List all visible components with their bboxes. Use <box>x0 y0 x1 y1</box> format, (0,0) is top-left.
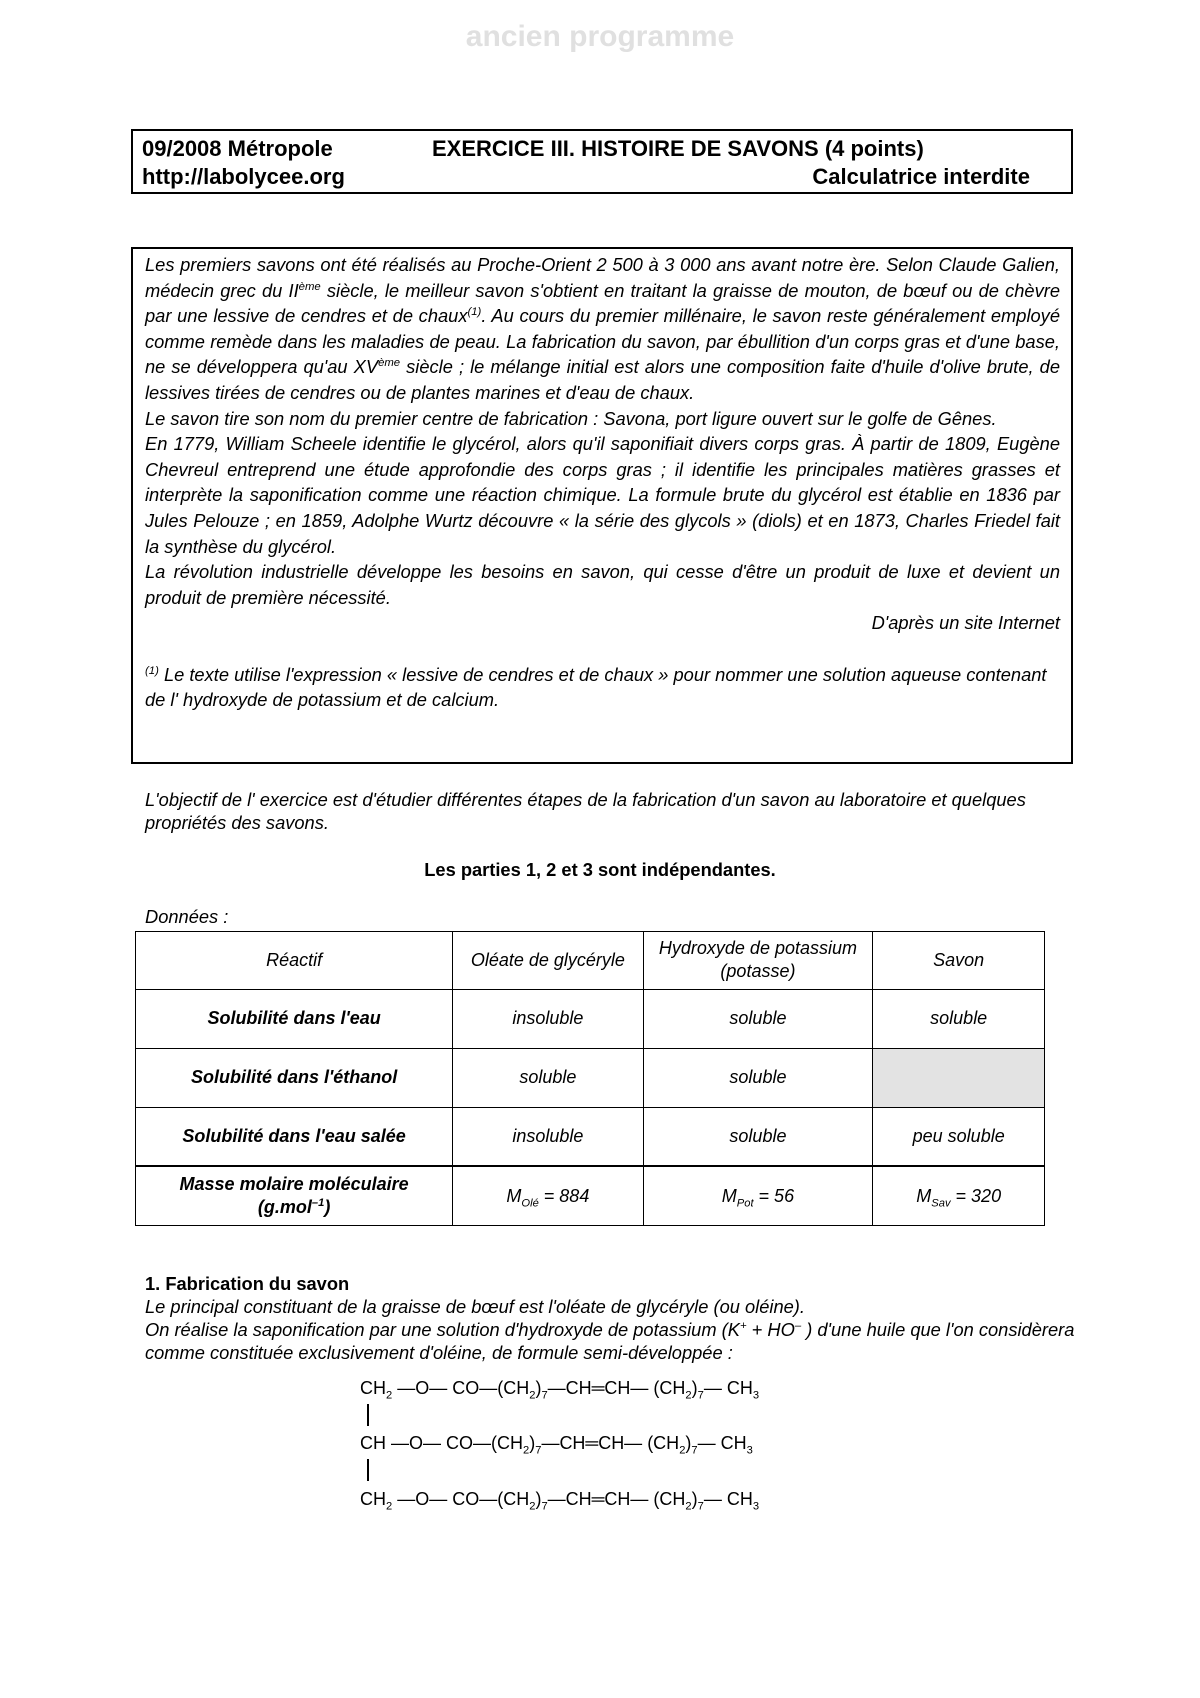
formula-bond-1 <box>367 1404 369 1426</box>
formula-row-2: CH —O— $CO—(CH_2)_7—CH═CH—$ $(CH_2)_7—$ $CH_3$ <box>360 1433 753 1457</box>
table-cell: insoluble <box>453 989 643 1048</box>
data-label: Données : <box>145 906 229 927</box>
table-row <box>136 1048 1045 1107</box>
watermark: ancien programme <box>465 20 735 53</box>
exercise-title: EXERCICE III. HISTOIRE DE SAVONS (4 points) <box>432 136 924 161</box>
intro-paragraph-3: En 1779, William Scheele identifie le glycérol, alors qu'il saponifiait divers corps gras. À partir de 1809, Eugène Chevreul entreprend une étude approfondie des corps gras ; il identifie les principales matières grasses et interprète la saponification comme une réaction chimique. La formule brute du glycérol est établie en 1836 par Jules Pelouze ; en 1859, Adolphe Wurtz découvre « la série des glycols » (diols) et en 1873, Charles Friedel fait la synthèse du glycérol. <box>145 433 1060 557</box>
parts-note: Les parties 1, 2 et 3 sont indépendantes. <box>424 859 776 880</box>
intro-footnote: $^{(1)}$ Le texte utilise l'expression « lessive de cendres et de chaux » pour nommer une solution aqueuse contenant de l' hydroxyde de potassium et de calcium. <box>145 663 1047 711</box>
site-link[interactable]: http://labolycee.org <box>142 164 345 189</box>
row-label: Solubilité dans l'eau <box>136 989 453 1048</box>
molar-mass-soap: $M_{Sav} = 320$ <box>873 1166 1045 1225</box>
exercise-objective: L'objectif de l' exercice est d'étudier différentes étapes de la fabrication d'un savon au laboratoire et quelques propriétés des savons. <box>145 789 1026 833</box>
table-row <box>136 989 1045 1048</box>
table-header: Savon <box>873 932 1045 990</box>
table-cell: soluble <box>643 1048 873 1107</box>
table-header: Oléate de glycéryle <box>453 932 643 990</box>
row-label: Masse molaire moléculaire (g.mol$^{-1}$) <box>136 1166 453 1225</box>
data-table <box>135 931 1045 1226</box>
section-1 <box>145 1272 1075 1364</box>
intro-text-box <box>131 247 1073 764</box>
molar-mass-potash: $M_{Pot} = 56$ <box>643 1166 873 1225</box>
formula-row-3: $CH_2$ —O— $CO—(CH_2)_7—CH═CH—$ $(CH_2)_7—$ $CH_3$ <box>360 1489 760 1513</box>
calculator-note: Calculatrice interdite <box>812 164 1030 189</box>
exercise-header <box>131 129 1073 194</box>
table-header: Réactif <box>136 932 453 990</box>
molar-mass-oleine: $M_{Olé} = 884$ <box>453 1166 643 1225</box>
table-row <box>136 1107 1045 1166</box>
intro-source: D'après un site Internet <box>871 612 1060 634</box>
table-cell: peu soluble <box>873 1107 1045 1166</box>
section-1-line-1: Le principal constituant de la graisse de bœuf est l'oléate de glycéryle (ou oléine). <box>145 1296 805 1317</box>
table-row-molar-mass <box>136 1166 1045 1225</box>
table-cell: insoluble <box>453 1107 643 1166</box>
section-1-title: 1. Fabrication du savon <box>145 1273 350 1294</box>
table-header: Hydroxyde de potassium (potasse) <box>643 932 873 990</box>
session-label: 09/2008 Métropole <box>142 136 333 161</box>
table-cell: soluble <box>453 1048 643 1107</box>
section-1-line-2: On réalise la saponification par une solution d'hydroxyde de potassium (K+ + HO– ) d'une huile que l'on considèrera comme constituée exclusivement d'oléine, de formule semi-développée : <box>145 1319 1075 1363</box>
table-cell: soluble <box>643 989 873 1048</box>
table-header-row <box>136 932 1045 990</box>
table-cell: soluble <box>873 989 1045 1048</box>
table-cell-empty <box>873 1048 1045 1107</box>
table-cell: soluble <box>643 1107 873 1166</box>
intro-paragraph-2: Le savon tire son nom du premier centre de fabrication : Savona, port ligure ouvert sur le golfe de Gênes. <box>145 407 997 429</box>
row-label: Solubilité dans l'eau salée <box>136 1107 453 1166</box>
intro-paragraph-4: La révolution industrielle développe les besoins en savon, qui cesse d'être un produit de luxe et devient un produit de première nécessité. <box>145 561 1060 608</box>
formula-bond-2 <box>367 1459 369 1481</box>
formula-row-1: $CH_2$ —O— $CO—(CH_2)_7—CH═CH—$ $(CH_2)_7—$ $CH_3$ <box>360 1378 760 1402</box>
intro-paragraph-1: Les premiers savons ont été réalisés au Proche-Orient 2 500 à 3 000 ans avant notre ère. Selon Claude Galien, médecin grec du IIème siècle, le meilleur savon s'obtient en traitant la graisse de mouton, de bœuf ou de chèvre par une lessive de cendres et de chaux$^{(1)}$. Au cours du premier millénaire, le savon reste généralement employé comme remède dans les maladies de peau. La fabrication du savon, par ébullition d'un corps gras et d'une base, ne se développera qu'au XVème siècle ; le mélange initial est alors une composition faite d'huile d'olive brute, de lessives tirées de cendres ou de plantes marines et d'eau de chaux. <box>145 254 1060 403</box>
row-label: Solubilité dans l'éthanol <box>136 1048 453 1107</box>
